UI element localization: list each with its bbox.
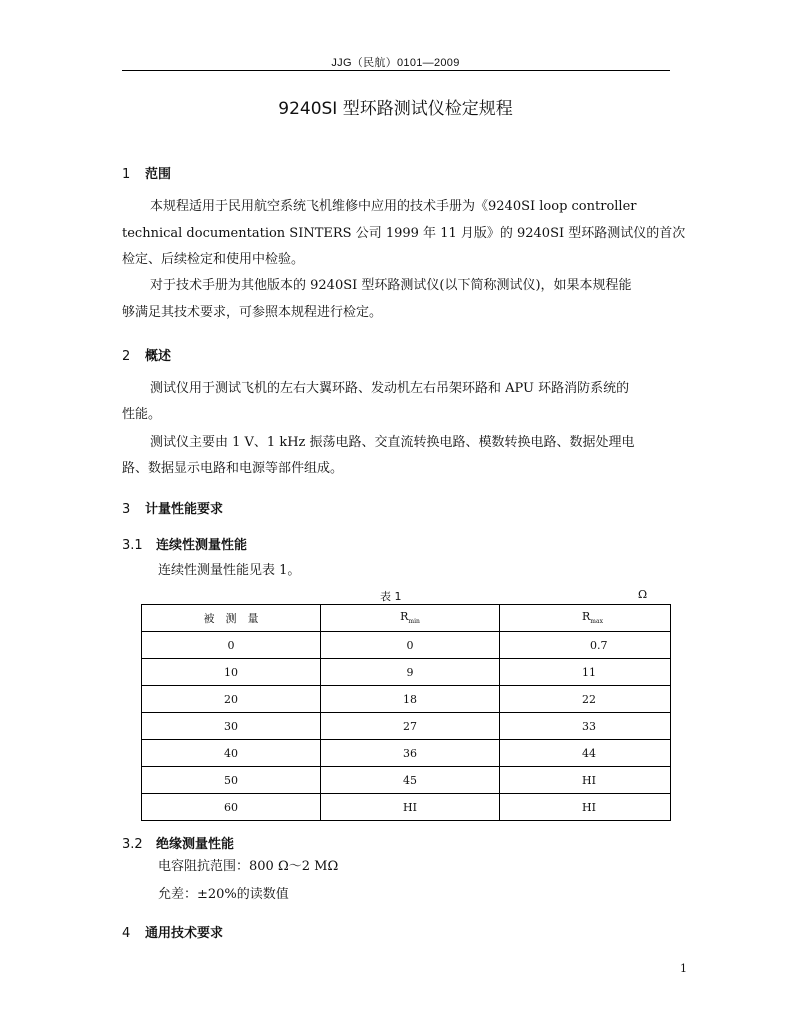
cell-rmin: 9 — [321, 659, 500, 686]
rmin-symbol: R — [400, 610, 409, 624]
cell-rmin: 36 — [321, 740, 500, 767]
section-number: 3.1 — [122, 538, 143, 553]
document-title: 9240SI 型环路测试仪检定规程 — [278, 99, 513, 119]
cell-measured: 60 — [142, 794, 321, 821]
rmin-subscript: min — [408, 618, 420, 626]
table-1 — [141, 604, 671, 821]
section-3-heading — [122, 498, 223, 517]
cell-measured: 10 — [142, 659, 321, 686]
table-row — [142, 767, 671, 794]
section-title: 范围 — [145, 167, 172, 182]
section-3-2-heading — [122, 833, 234, 852]
section-number: 1 — [122, 167, 131, 182]
paragraph-scope-line-1: 本规程适用于民用航空系统飞机维修中应用的技术手册为《9240SI loop controller — [150, 199, 637, 214]
cell-measured: 30 — [142, 713, 321, 740]
table-caption: 表 1 — [380, 590, 402, 603]
section-title: 通用技术要求 — [145, 926, 224, 941]
section-1-heading — [122, 163, 171, 182]
section-title: 连续性测量性能 — [156, 538, 248, 553]
paragraph-scope-line-2: technical documentation SINTERS 公司 1999 年 11 月版》的 9240SI 型环路测试仪的首次 — [122, 226, 686, 241]
section-2-heading — [122, 345, 171, 364]
cell-rmax: 33 — [500, 713, 671, 740]
cell-measured: 50 — [142, 767, 321, 794]
cell-rmax: HI — [500, 794, 671, 821]
cell-rmax: 0.7 — [500, 632, 671, 659]
cell-rmin: 27 — [321, 713, 500, 740]
paragraph-usage-line-2: 性能。 — [122, 407, 162, 422]
page-number: 1 — [680, 962, 687, 975]
paragraph-scope-line-3: 检定、后续检定和使用中检验。 — [122, 252, 305, 267]
section-title: 计量性能要求 — [145, 502, 224, 517]
section-title: 绝缘测量性能 — [156, 837, 235, 852]
paragraph-table-ref: 连续性测量性能见表 1。 — [158, 563, 301, 578]
cell-measured: 20 — [142, 686, 321, 713]
cell-rmax: HI — [500, 767, 671, 794]
running-header: JJG（民航）0101—2009 — [331, 57, 460, 69]
section-number: 3 — [122, 502, 131, 517]
header-rule — [122, 70, 670, 71]
section-number: 4 — [122, 926, 131, 941]
paragraph-impedance-range: 电容阻抗范围：800 Ω～2 MΩ — [158, 859, 339, 874]
paragraph-composition-line-2: 路、数据显示电路和电源等部件组成。 — [122, 461, 344, 476]
cell-rmin: 18 — [321, 686, 500, 713]
cell-measured: 40 — [142, 740, 321, 767]
table-row — [142, 686, 671, 713]
cell-rmax: 22 — [500, 686, 671, 713]
paragraph-tolerance: 允差：±20%的读数值 — [158, 887, 289, 902]
cell-rmax: 44 — [500, 740, 671, 767]
section-3-1-heading — [122, 534, 247, 553]
cell-rmin: 0 — [321, 632, 500, 659]
cell-measured: 0 — [142, 632, 321, 659]
table-row — [142, 740, 671, 767]
table-row — [142, 659, 671, 686]
cell-rmax: 11 — [500, 659, 671, 686]
paragraph-composition-line-1: 测试仪主要由 1 V、1 kHz 振荡电路、交直流转换电路、模数转换电路、数据处理电 — [150, 435, 635, 450]
rmax-symbol: R — [582, 610, 591, 624]
section-number: 2 — [122, 349, 131, 364]
paragraph-other-versions-line-2: 够满足其技术要求，可参照本规程进行检定。 — [122, 305, 383, 320]
cell-rmin: 45 — [321, 767, 500, 794]
table-row — [142, 632, 671, 659]
header-rmax — [500, 605, 671, 632]
table-row — [142, 794, 671, 821]
header-measured: 被 测 量 — [142, 605, 321, 632]
table-header-row — [142, 605, 671, 632]
paragraph-usage-line-1: 测试仪用于测试飞机的左右大翼环路、发动机左右吊架环路和 APU 环路消防系统的 — [150, 381, 630, 396]
section-4-heading — [122, 922, 223, 941]
header-rmin — [321, 605, 500, 632]
section-title: 概述 — [145, 349, 172, 364]
table-row — [142, 713, 671, 740]
rmax-subscript: max — [590, 618, 603, 626]
table-unit: Ω — [638, 588, 648, 601]
section-number: 3.2 — [122, 837, 143, 852]
cell-rmin: HI — [321, 794, 500, 821]
paragraph-other-versions-line-1: 对于技术手册为其他版本的 9240SI 型环路测试仪(以下简称测试仪)，如果本规程能 — [150, 278, 632, 293]
